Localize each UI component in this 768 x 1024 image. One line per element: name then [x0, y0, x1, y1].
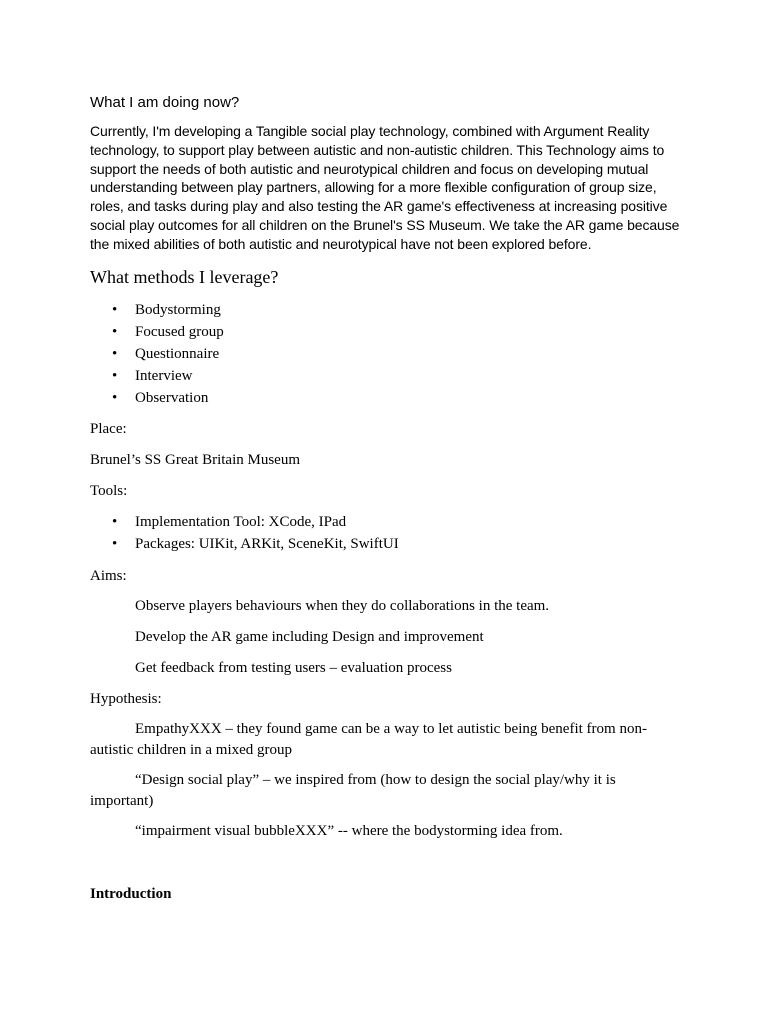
hypothesis-item: “Design social play” – we inspired from (how to design the social play/why it is important)	[90, 772, 616, 809]
list-item-tool: • Packages: UIKit, ARKit, SceneKit, SwiftUI	[90, 534, 399, 556]
tools-label: Tools:	[90, 483, 128, 499]
hypothesis-item: “impairment visual bubbleXXX” -- where the bodystorming idea from.	[135, 823, 563, 839]
list-item-tool: • Implementation Tool: XCode, IPad	[90, 512, 399, 534]
tools-list	[90, 512, 399, 556]
place-value: Brunel’s SS Great Britain Museum	[90, 452, 300, 468]
list-item-method: • Bodystorming	[90, 300, 224, 322]
list-item-method: • Observation	[90, 388, 224, 410]
aim-item: Observe players behaviours when they do collaborations in the team.	[135, 598, 550, 614]
aim-item: Get feedback from testing users – evaluation process	[135, 660, 452, 676]
hypothesis-item: EmpathyXXX – they found game can be a way to let autistic being benefit from non-autistic children in a mixed group	[90, 721, 647, 758]
list-item-method: • Questionnaire	[90, 344, 224, 366]
place-label: Place:	[90, 421, 127, 437]
aim-item: Develop the AR game including Design and improvement	[135, 629, 484, 645]
aims-label: Aims:	[90, 568, 127, 584]
list-item-method: • Focused group	[90, 322, 224, 344]
hypothesis-label: Hypothesis:	[90, 691, 162, 707]
list-item-method: • Interview	[90, 366, 224, 388]
methods-list	[90, 300, 224, 410]
section-heading-now: What I am doing now?	[90, 94, 240, 111]
paragraph-current-work: Currently, I'm developing a Tangible social play technology, combined with Argument Reality technology, to support play between autistic and non-autistic children. This Technology aims to support the needs of both autistic and neurotypical children and focus on developing mutual understanding between play partners, allowing for a more flexible configuration of group size, roles, and tasks during play and also testing the AR game's effectiveness at increasing positive social play outcomes for all children on the Brunel's SS Museum. We take the AR game because the mixed abilities of both autistic and neurotypical have not been explored before.	[90, 123, 680, 252]
section-heading-introduction: Introduction	[90, 886, 172, 902]
section-heading-methods: What methods I leverage?	[90, 267, 279, 287]
